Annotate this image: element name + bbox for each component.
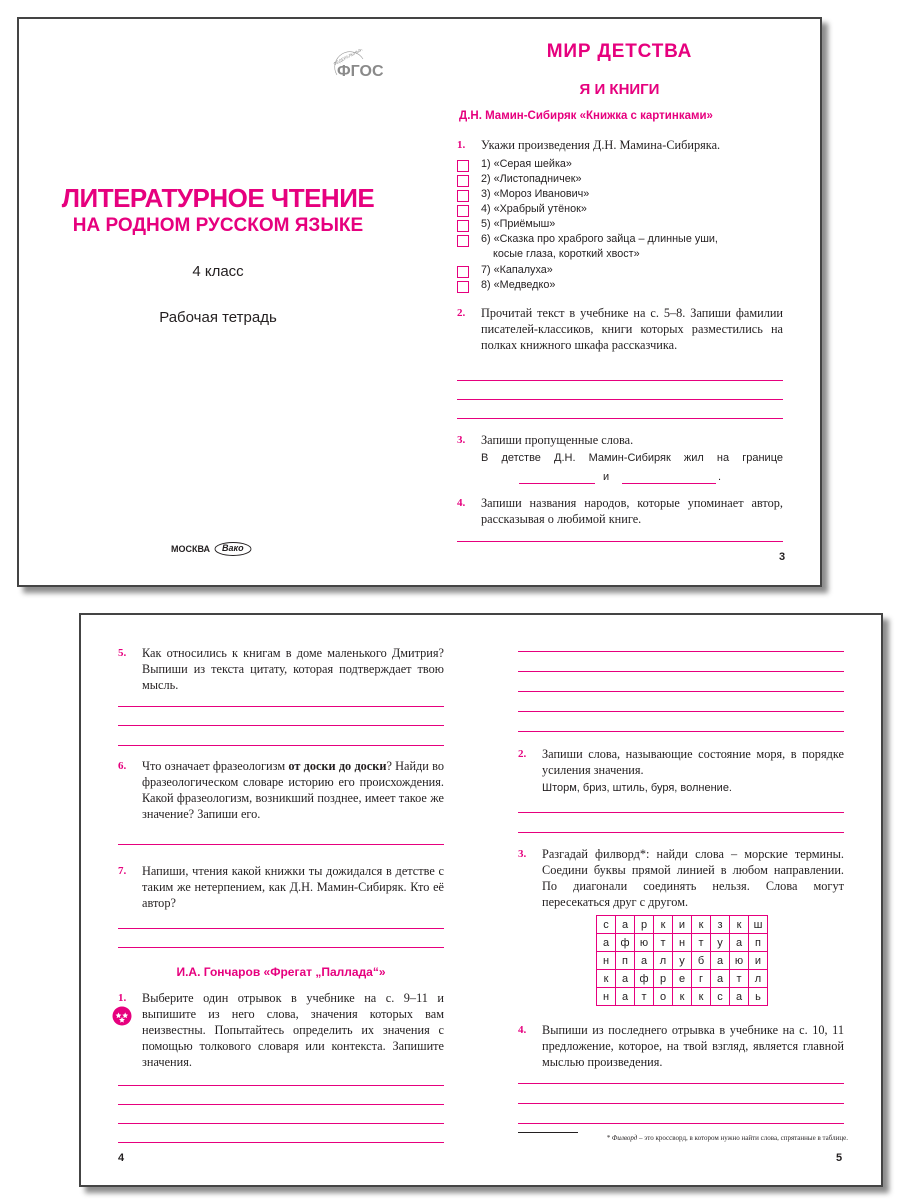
- answer-line[interactable]: [457, 541, 783, 542]
- group-work-stars-icon: [112, 1006, 132, 1026]
- fillword-cell[interactable]: и: [673, 916, 692, 934]
- option-checkbox[interactable]: [457, 281, 469, 293]
- fillword-cell[interactable]: а: [616, 916, 635, 934]
- option-label-continued: косые глаза, короткий хвост»: [493, 248, 640, 260]
- fillword-cell[interactable]: л: [654, 952, 673, 970]
- answer-line[interactable]: [518, 812, 844, 813]
- fillword-cell[interactable]: р: [654, 970, 673, 988]
- option-label: 8) «Медведко»: [481, 279, 556, 291]
- subsection-title: Я И КНИГИ: [579, 81, 660, 98]
- option-label: 4) «Храбрый утёнок»: [481, 203, 587, 215]
- fill-blank-1[interactable]: [519, 483, 595, 484]
- fgos-logo-text: ФГОС: [337, 63, 384, 80]
- option-checkbox[interactable]: [457, 235, 469, 247]
- question-5-text: Как относились к книгам в доме маленького Дмитрия? Выпиши из текста цитату, которая подтверждает твою мысль.: [142, 646, 444, 692]
- fillword-cell[interactable]: т: [692, 934, 711, 952]
- page-4: [81, 615, 479, 1185]
- answer-line[interactable]: [118, 1123, 444, 1124]
- question-4-text: Запиши названия народов, которые упоминает автор, рассказывая о любимой книге.: [481, 496, 783, 526]
- footnote-term: * Филворд: [606, 1134, 638, 1142]
- fillword-cell[interactable]: к: [692, 988, 711, 1006]
- spread-cover-page3: [17, 17, 822, 587]
- fillword-cell[interactable]: а: [616, 988, 635, 1006]
- fillword-cell[interactable]: н: [597, 988, 616, 1006]
- fill-blank-2[interactable]: [622, 483, 716, 484]
- answer-line[interactable]: [518, 1083, 844, 1084]
- question-4-number: 4.: [518, 1024, 527, 1036]
- fillword-cell[interactable]: р: [635, 916, 654, 934]
- fillword-cell[interactable]: а: [730, 988, 749, 1006]
- fillword-cell[interactable]: е: [673, 970, 692, 988]
- answer-line[interactable]: [118, 725, 444, 726]
- answer-line[interactable]: [118, 745, 444, 746]
- page-3: [419, 19, 820, 585]
- fillword-cell[interactable]: ф: [616, 934, 635, 952]
- question-3-and: и: [603, 471, 610, 483]
- answer-line[interactable]: [518, 671, 844, 672]
- question-3-text: Разгадай филворд*: найди слова – морские термины. Соедини буквы прямой линией в любом направлении. По диагонали соединять нельзя. Слова могут пересекаться друг с другом.: [542, 847, 844, 909]
- option-checkbox[interactable]: [457, 190, 469, 202]
- question-6-text-after: ? Найди во фразеологическом словаре историю его происхождения. Какой фразеологизм, возникший позднее, имеет такое же значение? Запиши его.: [142, 759, 444, 821]
- answer-line[interactable]: [518, 691, 844, 692]
- answer-line[interactable]: [457, 418, 783, 419]
- answer-line[interactable]: [118, 1085, 444, 1086]
- question-3-number: 3.: [518, 848, 527, 860]
- option-label: 2) «Листопадничек»: [481, 173, 582, 185]
- fillword-cell[interactable]: к: [597, 970, 616, 988]
- question-2-text: Прочитай текст в учебнике на с. 5–8. Запиши фамилии писателей-классиков, книги которых разместились на полках книжного шкафа рассказчика.: [481, 306, 783, 352]
- page-number: 3: [779, 551, 786, 563]
- page-number: 4: [118, 1152, 125, 1164]
- fillword-cell[interactable]: п: [749, 934, 768, 952]
- question-1-number: 1.: [118, 992, 127, 1004]
- answer-line[interactable]: [457, 399, 783, 400]
- cover-grade: 4 класс: [192, 263, 244, 280]
- fillword-cell[interactable]: н: [673, 934, 692, 952]
- cover-page: [19, 19, 417, 585]
- fillword-row: [597, 916, 768, 934]
- fillword-cell[interactable]: ю: [635, 934, 654, 952]
- fillword-cell[interactable]: у: [711, 934, 730, 952]
- answer-line[interactable]: [118, 928, 444, 929]
- option-label: 1) «Серая шейка»: [481, 158, 572, 170]
- option-checkbox[interactable]: [457, 220, 469, 232]
- fillword-cell[interactable]: с: [597, 916, 616, 934]
- question-4-number: 4.: [457, 497, 466, 509]
- option-label: 3) «Мороз Иванович»: [481, 188, 590, 200]
- question-2-text: Запиши слова, называющие состояние моря, в порядке усиления значения.: [542, 747, 844, 777]
- question-3-sentence: В детстве Д.Н. Мамин-Сибиряк жил на границе: [481, 452, 783, 464]
- fillword-cell[interactable]: а: [711, 970, 730, 988]
- question-6-text-before: Что означает фразеологизм: [142, 759, 289, 773]
- answer-line[interactable]: [518, 651, 844, 652]
- fillword-cell[interactable]: з: [711, 916, 730, 934]
- question-2-number: 2.: [518, 748, 527, 760]
- answer-line[interactable]: [518, 731, 844, 732]
- fillword-cell[interactable]: т: [654, 934, 673, 952]
- option-label: 7) «Капалуха»: [481, 264, 553, 276]
- fillword-grid[interactable]: [596, 915, 768, 1006]
- fillword-cell[interactable]: ю: [730, 952, 749, 970]
- fillword-cell[interactable]: ш: [749, 916, 768, 934]
- fillword-cell[interactable]: с: [711, 988, 730, 1006]
- answer-line[interactable]: [118, 844, 444, 845]
- question-5-number: 5.: [118, 647, 127, 659]
- publisher-logo: [171, 541, 291, 561]
- question-1-text: Выберите один отрывок в учебнике на с. 9–11 и выпишите из него слова, значения которых вам неизвестны. Попытайтесь определить их значения с помощью толкового словаря или контекста. Запишите значения.: [142, 991, 444, 1069]
- question-7-text: Напиши, чтения какой книжки ты дожидался в детстве с таким же нетерпением, как Д.Н. Мамин-Сибиряк. Кто её автор?: [142, 864, 444, 910]
- answer-line[interactable]: [118, 1104, 444, 1105]
- fillword-cell[interactable]: к: [730, 916, 749, 934]
- cover-title-line1: ЛИТЕРАТУРНОЕ ЧТЕНИЕ: [61, 183, 375, 213]
- fillword-cell[interactable]: б: [692, 952, 711, 970]
- answer-line[interactable]: [518, 832, 844, 833]
- fillword-cell[interactable]: к: [654, 916, 673, 934]
- publisher-name: Вако: [222, 543, 244, 553]
- fillword-cell[interactable]: а: [711, 952, 730, 970]
- publisher-city: МОСКВА: [171, 544, 211, 554]
- option-checkbox[interactable]: [457, 175, 469, 187]
- answer-line[interactable]: [118, 947, 444, 948]
- fillword-cell[interactable]: н: [597, 952, 616, 970]
- fillword-cell[interactable]: к: [692, 916, 711, 934]
- answer-line[interactable]: [118, 1142, 444, 1143]
- fillword-cell[interactable]: и: [749, 952, 768, 970]
- fillword-row: [597, 970, 768, 988]
- question-1-number: 1.: [457, 139, 466, 151]
- fillword-row: [597, 934, 768, 952]
- fillword-cell[interactable]: а: [597, 934, 616, 952]
- option-checkbox[interactable]: [457, 205, 469, 217]
- spread-page4-page5: [79, 613, 883, 1187]
- section-title: МИР ДЕТСТВА: [546, 41, 693, 62]
- footnote-text: – это кроссворд, в котором нужно найти слова, спрятанные в таблице.: [637, 1134, 848, 1142]
- fillword-cell[interactable]: а: [730, 934, 749, 952]
- option-checkbox[interactable]: [457, 160, 469, 172]
- answer-line[interactable]: [118, 706, 444, 707]
- fillword-cell[interactable]: ф: [635, 970, 654, 988]
- fillword-cell[interactable]: а: [616, 970, 635, 988]
- fillword-cell[interactable]: о: [654, 988, 673, 1006]
- question-6-text: [142, 758, 444, 822]
- cover-title-line2: НА РОДНОМ РУССКОМ ЯЗЫКЕ: [72, 215, 364, 236]
- question-6-phrase: от доски до доски: [288, 759, 387, 773]
- fillword-cell[interactable]: а: [635, 952, 654, 970]
- fillword-cell[interactable]: п: [616, 952, 635, 970]
- option-checkbox[interactable]: [457, 266, 469, 278]
- page-5: [481, 615, 881, 1185]
- fillword-cell[interactable]: у: [673, 952, 692, 970]
- question-3-number: 3.: [457, 434, 466, 446]
- answer-line[interactable]: [518, 711, 844, 712]
- fillword-cell[interactable]: т: [730, 970, 749, 988]
- footnote: [518, 1134, 848, 1142]
- question-4-text: Выпиши из последнего отрывка в учебнике на с. 10, 11 предложение, которое, на твой взгляд, является главной мыслью произведения.: [542, 1023, 844, 1069]
- page-number: 5: [836, 1152, 843, 1164]
- answer-line[interactable]: [457, 380, 783, 381]
- fillword-cell[interactable]: т: [635, 988, 654, 1006]
- answer-line[interactable]: [518, 1123, 844, 1124]
- fillword-cell[interactable]: к: [673, 988, 692, 1006]
- question-3-end: .: [718, 471, 722, 483]
- answer-line[interactable]: [518, 1103, 844, 1104]
- work-title-goncharov: И.А. Гончаров «Фрегат „Паллада“»: [176, 965, 386, 979]
- cover-book-type: Рабочая тетрадь: [159, 309, 277, 326]
- svg-text:ФЕДЕРАЛЬНЫЙ: ФЕДЕРАЛЬНЫЙ: [332, 49, 364, 67]
- fillword-cell[interactable]: л: [749, 970, 768, 988]
- work-title-mamin: Д.Н. Мамин-Сибиряк «Книжка с картинками»: [459, 110, 713, 122]
- question-2-number: 2.: [457, 307, 466, 319]
- fgos-logo: [331, 49, 391, 85]
- fillword-cell[interactable]: г: [692, 970, 711, 988]
- option-label: 6) «Сказка про храброго зайца – длинные уши,: [481, 233, 718, 245]
- sea-state-words: Шторм, бриз, штиль, буря, волнение.: [542, 782, 732, 794]
- question-1-text: Укажи произведения Д.Н. Мамина-Сибиряка.: [481, 138, 721, 152]
- question-6-number: 6.: [118, 760, 127, 772]
- question-7-number: 7.: [118, 865, 127, 877]
- question-3-text: Запиши пропущенные слова.: [481, 433, 634, 447]
- fillword-row: [597, 952, 768, 970]
- option-label: 5) «Приёмыш»: [481, 218, 556, 230]
- fillword-cell[interactable]: ь: [749, 988, 768, 1006]
- fillword-row: [597, 988, 768, 1006]
- footnote-divider: [518, 1132, 578, 1133]
